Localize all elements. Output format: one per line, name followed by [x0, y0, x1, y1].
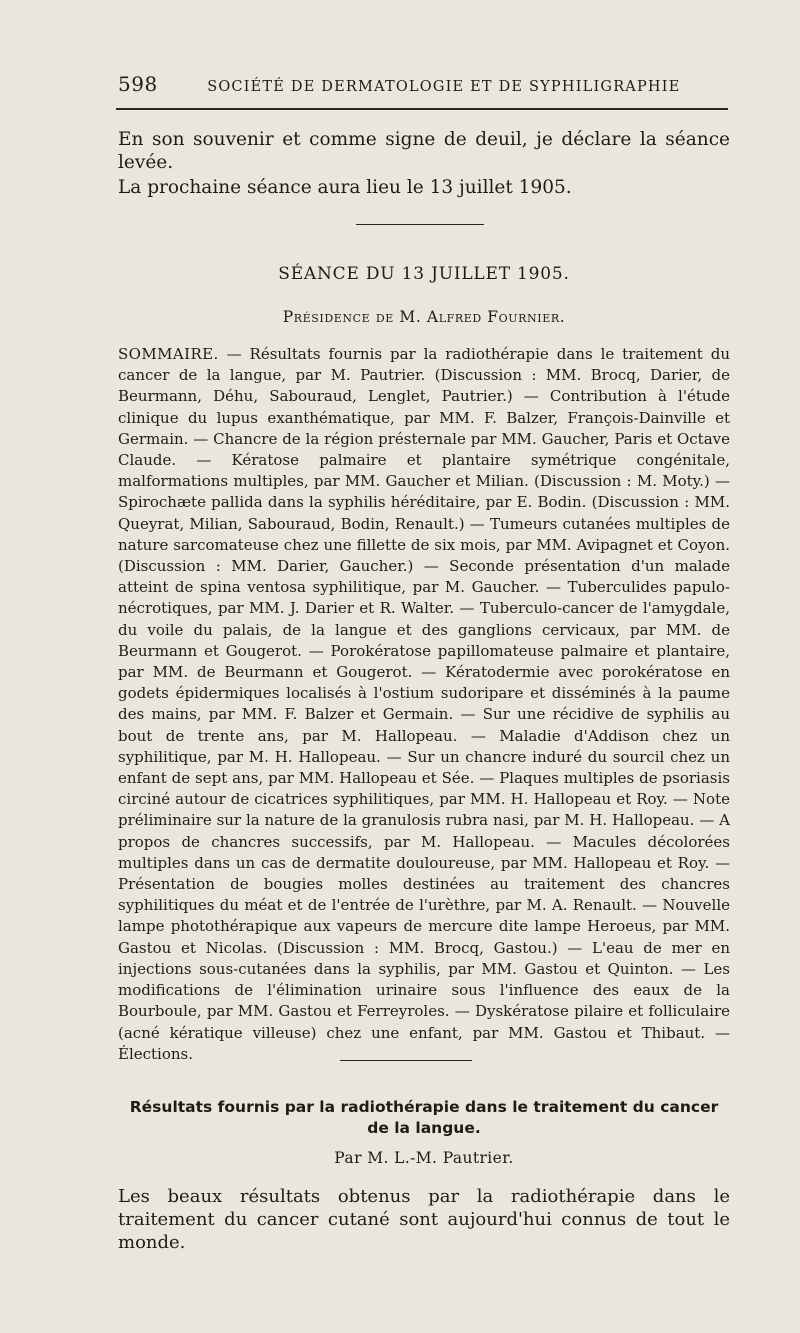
article-byline: Par M. L.-M. Pautrier. [334, 1149, 514, 1167]
header-rule [116, 108, 728, 110]
article-title: Résultats fournis par la radiothérapie dans le traitement du cancer de la langue. [129, 1098, 719, 1137]
separator-rule-2 [340, 1060, 472, 1061]
separator-rule [356, 224, 484, 225]
page-number: 598 [118, 72, 158, 96]
article-opening-paragraph: Les beaux résultats obtenus par la radiothérapie dans le traitement du cancer cutané sont aujourd'hui connus de tout le monde. [118, 1186, 730, 1253]
running-head [118, 72, 730, 98]
summary-label: SOMMAIRE. [118, 345, 219, 363]
closing-line-1: En son souvenir et comme signe de deuil, je déclare la séance levée. [118, 129, 730, 173]
session-title: SÉANCE DU 13 JUILLET 1905. [278, 264, 570, 284]
presidency-line: Présidence de M. Alfred Fournier. [282, 308, 566, 326]
summary-paragraph [118, 344, 730, 1065]
summary-text: — Résultats fournis par la radiothérapie dans le traitement du cancer de la langue, par M. Pautrier. (Discussion : MM. Brocq, Darier, de Beurmann, Déhu, Sabouraud, Lenglet, Pautrier.) — Contribution à l'étude clinique du lupus exanthématique, par MM. F. Balzer, François-Dainville et Germain. — Chancre de la région présternale par MM. Gaucher, Paris et Octave Claude. — Kératose palmaire et plantaire symétrique congénitale, malformations multiples, par MM. Gaucher et Milian. (Discussion : M. Moty.) — Spirochæte pallida dans la syphilis héréditaire, par E. Bodin. (Discussion : MM. Queyrat, Milian, Sabouraud, Bodin, Renault.) — Tumeurs cutanées multiples de nature sarcomateuse chez une fillette de six mois, par MM. Avipagnet et Coyon. (Discussion : MM. Darier, Gaucher.) — Seconde présentation d'un malade atteint de spina ventosa syphilitique, par M. Gaucher. — Tuberculides papulo-nécrotiques, par MM. J. Darier et R. Walter. — Tuberculo-cancer de l'amygdale, du voile du palais, de la langue et des ganglions cervicaux, par MM. de Beurmann et Gougerot. — Porokératose papillomateuse palmaire et plantaire, par MM. de Beurmann et Gougerot. — Kératodermie avec porokératose en godets épidermiques localisés à l'ostium sudoripare et disséminés à la paume des mains, par MM. F. Balzer et Germain. — Sur une récidive de syphilis au bout de trente ans, par M. Hallopeau. — Maladie d'Addison chez un syphilitique, par M. H. Hallopeau. — Sur un chancre induré du sourcil chez un enfant de sept ans, par MM. Hallopeau et Sée. — Plaques multiples de psoriasis circiné autour de cicatrices syphilitiques, par MM. H. Hallopeau et Roy. — Note préliminaire sur la nature de la granulosis rubra nasi, par M. H. Hallopeau. — A propos de chancres successifs, par M. Hallopeau. — Macules décolorées multiples dans un cas de dermatite douloureuse, par MM. Hallopeau et Roy. — Présentation de bougies molles destinées au traitement des chancres syphilitiques du méat et de l'entrée de l'urèthre, par M. A. Renault. — Nouvelle lampe photothérapique aux vapeurs de mercure dite lampe Heroeus, par MM. Gastou et Nicolas. (Discussion : MM. Brocq, Gastou.) — L'eau de mer en injections sous-cutanées dans la syphilis, par MM. Gastou et Quinton. — Les modifications de l'élimination urinaire sous l'influence des eaux de la Bourboule, par MM. Gastou et Ferreyroles. — Dyskératose pilaire et folliculaire (acné kératique villeuse) chez une enfant, par MM. Gastou et Thibaut. — Élections. [118, 345, 730, 1063]
closing-line-2: La prochaine séance aura lieu le 13 juillet 1905. [118, 177, 572, 198]
article-body [118, 1185, 730, 1254]
summary-block [118, 344, 730, 1065]
closing-remarks [118, 128, 730, 199]
journal-title: SOCIÉTÉ DE DERMATOLOGIE ET DE SYPHILIGRAPHIE [207, 79, 681, 95]
